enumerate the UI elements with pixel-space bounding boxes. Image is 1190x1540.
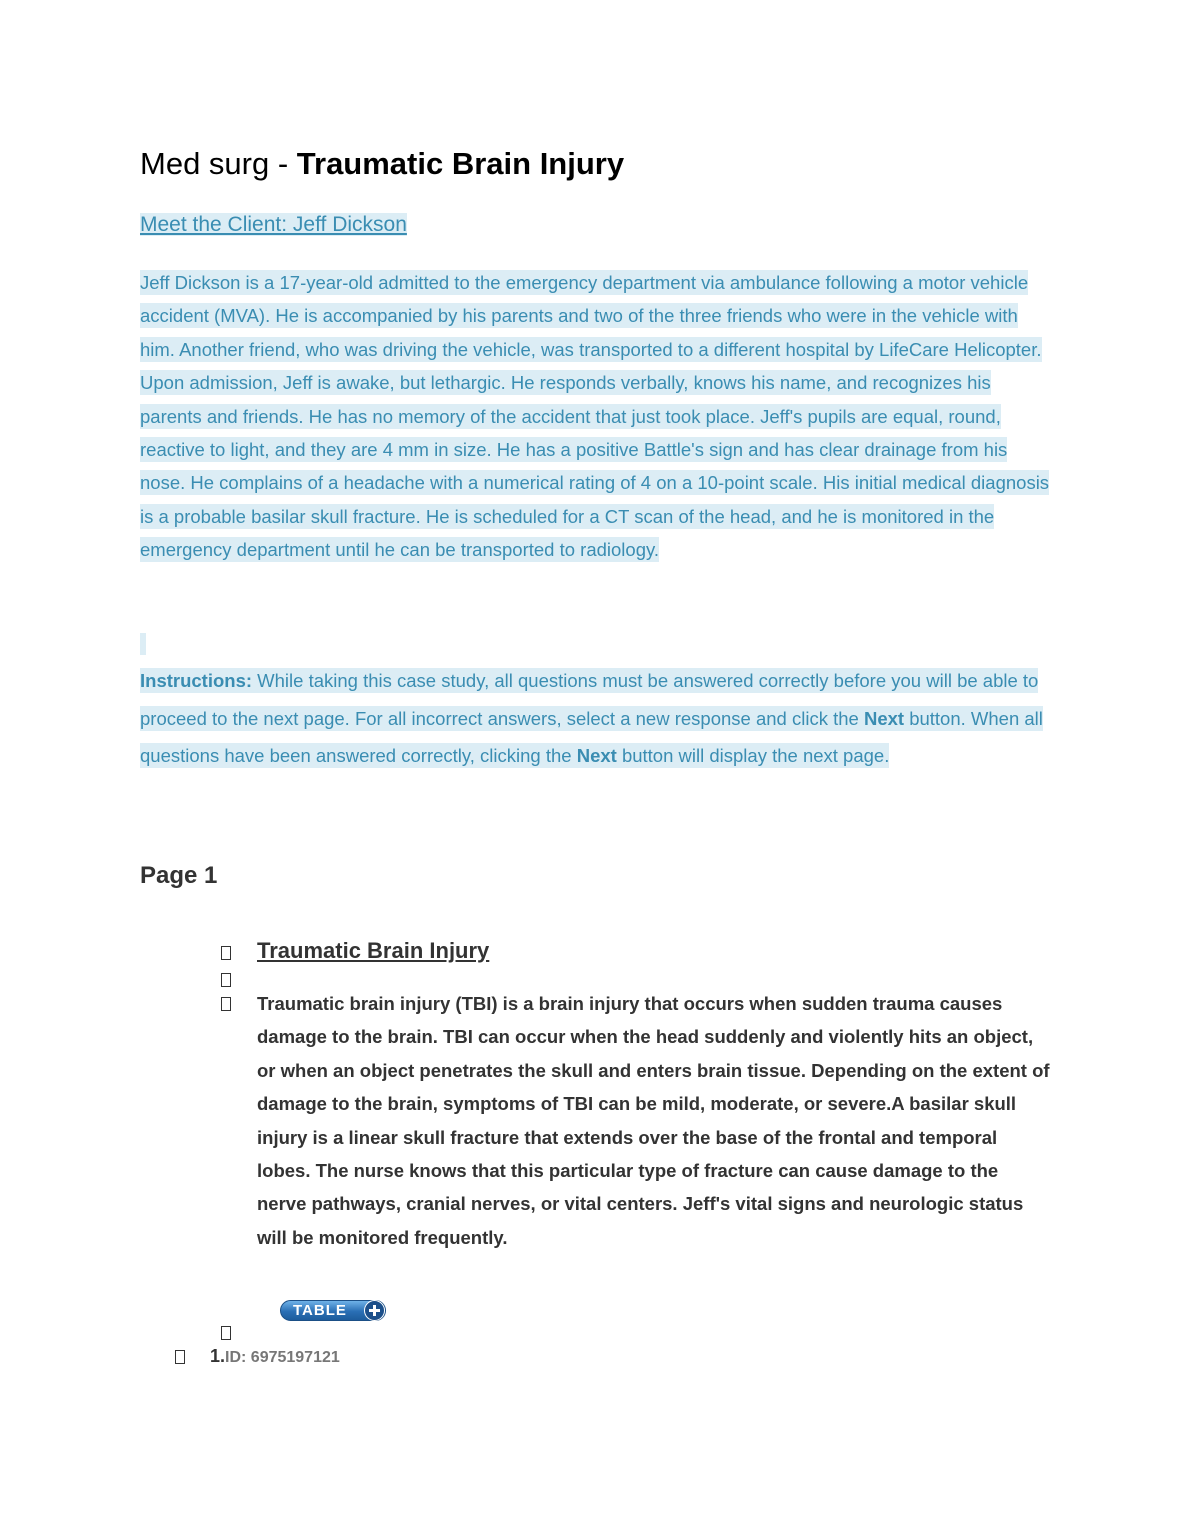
meet-the-client-link[interactable] [140, 210, 407, 240]
next-word-2: Next [576, 745, 617, 767]
instructions-text-a: While taking this case study, all questions must be answered correctly before you will be able to proceed to the next page. For all incorrect answers, select a new response and click the [140, 670, 1039, 729]
question-id: ID: 6975197121 [225, 1349, 340, 1366]
bullet-icon [175, 1350, 185, 1364]
intro-paragraph [140, 266, 1050, 567]
bullet-icon [221, 997, 231, 1011]
topic-title: Traumatic Brain Injury [257, 938, 490, 963]
instructions-label: Instructions: [140, 670, 253, 691]
instructions-text-c: button will display the next page. [616, 745, 890, 767]
next-word-1: Next [863, 707, 905, 729]
table-expand-button[interactable] [280, 1300, 386, 1321]
question-number: 1. [210, 1346, 226, 1366]
intro-paragraph-1: Jeff Dickson is a 17-year-old admitted to the emergency department via ambulance following a motor vehicle accident (MVA). He is accompanied by his parents and two of the three friends who were in the vehicle with him. Another friend, who was driving the vehicle, was transported to a different hospital by LifeCare Helicopter. [140, 272, 1042, 360]
bullet-icon [221, 946, 231, 960]
question-item [210, 1346, 340, 1367]
topic-body: Traumatic brain injury (TBI) is a brain injury that occurs when sudden trauma causes damage to the brain. TBI can occur when the head suddenly and violently hits an object, or when an object penetrates the skull and enters brain tissue. Depending on the extent of damage to the brain, symptoms of TBI can be mild, moderate, or severe.A basilar skull injury is a linear skull fracture that extends over the base of the frontal and temporal lobes. The nurse knows that this particular type of fracture can cause damage to the nerve pathways, cranial nerves, or vital centers. Jeff's vital signs and neurologic status will be monitored frequently. [257, 993, 1050, 1248]
table-button-label: TABLE [293, 1302, 347, 1319]
blank-highlight-line [140, 633, 146, 655]
instructions-paragraph [140, 662, 1050, 775]
title-bold: Traumatic Brain Injury [296, 146, 625, 181]
instructions-text-b: button. When all questions have been answered correctly, clicking the [140, 707, 1043, 767]
bullet-icon [221, 1326, 231, 1340]
page-heading: Page 1 [140, 862, 218, 889]
plus-icon [364, 1300, 385, 1321]
document-page [140, 140, 1050, 1366]
title-prefix: Med surg - [140, 146, 297, 181]
bullet-icon [221, 973, 231, 987]
document-title [140, 140, 1050, 188]
intro-paragraph-2: Upon admission, Jeff is awake, but lethargic. He responds verbally, knows his name, and recognizes his parents and friends. He has no memory of the accident that just took place. Jeff's pupils are equal, round, reactive to light, and they are 4 mm in size. He has a positive Battle's sign and has clear drainage from his nose. He complains of a headache with a numerical rating of 4 on a 10-point scale. His initial medical diagnosis is a probable basilar skull fracture. He is scheduled for a CT scan of the head, and he is monitored in the emergency department until he can be transported to radiology. [140, 372, 1050, 561]
meet-the-client-link-text: Meet the Client: Jeff Dickson [140, 213, 407, 236]
